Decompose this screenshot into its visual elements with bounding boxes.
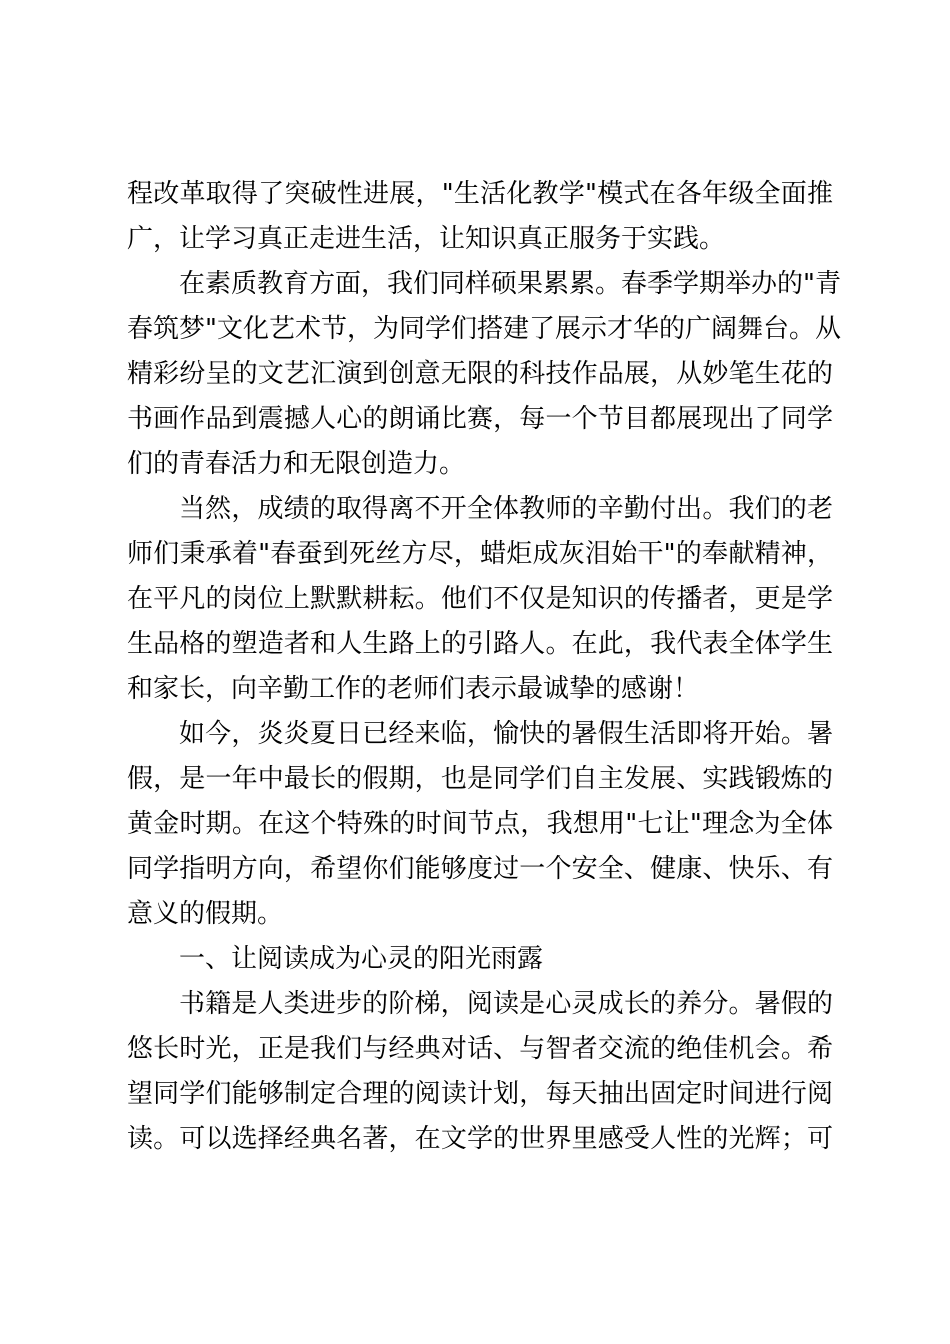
text-line: 如今，炎炎夏日已经来临，愉快的暑假生活即将开始。暑	[179, 719, 833, 749]
text-line: 望同学们能够制定合理的阅读计划，每天抽出固定时间进行阅	[127, 1079, 833, 1109]
text-line: 广，让学习真正走进生活，让知识真正服务于实践。	[127, 224, 726, 254]
text-line: 春筑梦"文化艺术节，为同学们搭建了展示才华的广阔舞台。从	[127, 314, 841, 344]
text-line: 师们秉承着"春蚕到死丝方尽，蜡炬成灰泪始干"的奉献精神，	[127, 539, 833, 569]
text-line: 精彩纷呈的文艺汇演到创意无限的科技作品展，从妙笔生花的	[127, 359, 833, 389]
document-body	[127, 172, 841, 1162]
text-line: 程改革取得了突破性进展，"生活化教学"模式在各年级全面推	[127, 179, 833, 209]
text-line: 当然，成绩的取得离不开全体教师的辛勤付出。我们的老	[179, 494, 833, 524]
text-line: 生品格的塑造者和人生路上的引路人。在此，我代表全体学生	[127, 629, 833, 659]
text-line: 在素质教育方面，我们同样硕果累累。春季学期举办的"青	[179, 269, 841, 299]
text-line: 们的青春活力和无限创造力。	[127, 449, 466, 479]
text-line: 悠长时光，正是我们与经典对话、与智者交流的绝佳机会。希	[127, 1034, 833, 1064]
text-line: 同学指明方向，希望你们能够度过一个安全、健康、快乐、有	[127, 854, 833, 884]
text-line: 书画作品到震撼人心的朗诵比赛，每一个节目都展现出了同学	[127, 404, 833, 434]
text-line: 假，是一年中最长的假期，也是同学们自主发展、实践锻炼的	[127, 764, 833, 794]
text-line: 在平凡的岗位上默默耕耘。他们不仅是知识的传播者，更是学	[127, 584, 833, 614]
text-line: 读。可以选择经典名著，在文学的世界里感受人性的光辉；可	[127, 1124, 833, 1154]
text-line: 黄金时期。在这个特殊的时间节点，我想用"七让"理念为全体	[127, 809, 833, 839]
text-line: 和家长，向辛勤工作的老师们表示最诚挚的感谢！	[127, 674, 700, 704]
section-heading: 一、让阅读成为心灵的阳光雨露	[179, 944, 544, 974]
text-line: 意义的假期。	[127, 899, 284, 929]
text-line: 书籍是人类进步的阶梯，阅读是心灵成长的养分。暑假的	[179, 989, 833, 1019]
